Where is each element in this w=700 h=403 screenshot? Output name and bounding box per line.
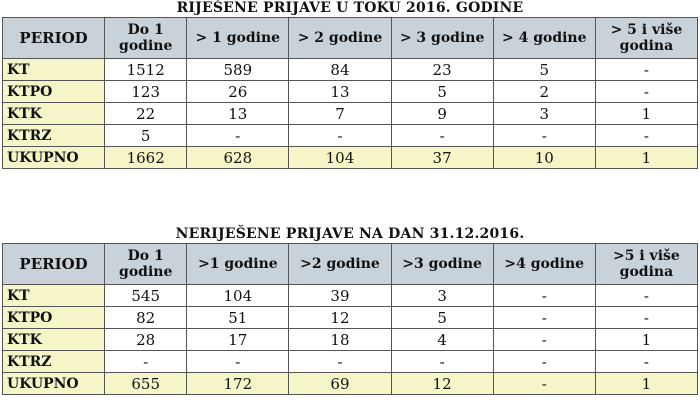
table-cell: - <box>595 351 697 373</box>
table-cell: 12 <box>391 373 493 395</box>
table-cell: - <box>391 351 493 373</box>
table-cell: 51 <box>187 307 289 329</box>
table-cell: 1 <box>595 329 697 351</box>
table-row <box>3 285 698 307</box>
table-cell: - <box>493 307 595 329</box>
row-label: KT <box>3 59 105 81</box>
table-cell: - <box>289 125 391 147</box>
table-title: NERIJEŠENE PRIJAVE NA DAN 31.12.2016. <box>175 226 525 242</box>
table-cell: 1512 <box>105 59 187 81</box>
table-row <box>3 59 698 81</box>
row-label: KTRZ <box>3 351 105 373</box>
row-label: UKUPNO <box>3 147 105 169</box>
table-cell: 5 <box>493 59 595 81</box>
column-header: > 2 godine <box>289 18 391 59</box>
column-header: Do 1 godine <box>105 244 187 285</box>
table-cell: - <box>595 125 697 147</box>
table-cell: 589 <box>187 59 289 81</box>
column-header: PERIOD <box>3 244 105 285</box>
column-header: Do 1 godine <box>105 18 187 59</box>
table-cell: 18 <box>289 329 391 351</box>
table-cell: 655 <box>105 373 187 395</box>
table-cell: 69 <box>289 373 391 395</box>
table-cell: - <box>391 125 493 147</box>
row-label: KTK <box>3 329 105 351</box>
table-cell: 26 <box>187 81 289 103</box>
table-row <box>3 125 698 147</box>
table-row <box>3 103 698 125</box>
table-body <box>3 59 698 169</box>
table-cell: 9 <box>391 103 493 125</box>
table-cell: 82 <box>105 307 187 329</box>
table-cell: 3 <box>391 285 493 307</box>
table-cell: - <box>595 81 697 103</box>
table-cell: - <box>289 351 391 373</box>
unresolved-reports-section <box>0 226 700 395</box>
table-cell: 1 <box>595 373 697 395</box>
column-header: > 3 godine <box>391 18 493 59</box>
table-cell: 123 <box>105 81 187 103</box>
resolved-reports-table <box>2 17 698 169</box>
column-header: > 5 i više godina <box>595 18 697 59</box>
table-cell: 28 <box>105 329 187 351</box>
row-label: KTPO <box>3 307 105 329</box>
table-cell: 628 <box>187 147 289 169</box>
table-cell: - <box>595 59 697 81</box>
table-cell: 7 <box>289 103 391 125</box>
header-row <box>3 18 698 59</box>
table-cell: 1 <box>595 147 697 169</box>
column-header: PERIOD <box>3 18 105 59</box>
column-header: >4 godine <box>493 244 595 285</box>
table-cell: 1662 <box>105 147 187 169</box>
table-cell: 172 <box>187 373 289 395</box>
table-row <box>3 329 698 351</box>
table-cell: 1 <box>595 103 697 125</box>
table-cell: 2 <box>493 81 595 103</box>
table-cell: - <box>493 373 595 395</box>
column-header: > 4 godine <box>493 18 595 59</box>
column-header: >3 godine <box>391 244 493 285</box>
table-cell: 17 <box>187 329 289 351</box>
table-cell: 5 <box>105 125 187 147</box>
row-label: KTK <box>3 103 105 125</box>
table-cell: - <box>595 285 697 307</box>
row-label: KT <box>3 285 105 307</box>
table-cell: 104 <box>289 147 391 169</box>
table-cell: - <box>493 351 595 373</box>
row-label: UKUPNO <box>3 373 105 395</box>
column-header: > 1 godine <box>187 18 289 59</box>
table-cell: 5 <box>391 307 493 329</box>
row-label: KTPO <box>3 81 105 103</box>
table-cell: 12 <box>289 307 391 329</box>
table-cell: - <box>493 285 595 307</box>
table-body <box>3 285 698 395</box>
table-row <box>3 307 698 329</box>
table-cell: - <box>187 351 289 373</box>
table-cell: 13 <box>187 103 289 125</box>
table-cell: 5 <box>391 81 493 103</box>
table-row <box>3 373 698 395</box>
table-row <box>3 81 698 103</box>
table-cell: 22 <box>105 103 187 125</box>
table-cell: 10 <box>493 147 595 169</box>
table-cell: - <box>493 125 595 147</box>
column-header: >1 godine <box>187 244 289 285</box>
table-row <box>3 351 698 373</box>
row-label: KTRZ <box>3 125 105 147</box>
table-cell: - <box>105 351 187 373</box>
table-cell: 545 <box>105 285 187 307</box>
table-cell: 39 <box>289 285 391 307</box>
column-header: >2 godine <box>289 244 391 285</box>
table-cell: - <box>493 329 595 351</box>
header-row <box>3 244 698 285</box>
column-header: >5 i više godina <box>595 244 697 285</box>
table-cell: 13 <box>289 81 391 103</box>
unresolved-reports-table <box>2 243 698 395</box>
table-cell: 23 <box>391 59 493 81</box>
table-cell: - <box>595 307 697 329</box>
table-cell: 84 <box>289 59 391 81</box>
table-cell: 3 <box>493 103 595 125</box>
resolved-reports-section <box>0 0 700 169</box>
table-cell: 4 <box>391 329 493 351</box>
table-cell: 37 <box>391 147 493 169</box>
table-cell: 104 <box>187 285 289 307</box>
table-cell: - <box>187 125 289 147</box>
table-row <box>3 147 698 169</box>
table-title: RIJEŠENE PRIJAVE U TOKU 2016. GODINE <box>176 0 524 16</box>
